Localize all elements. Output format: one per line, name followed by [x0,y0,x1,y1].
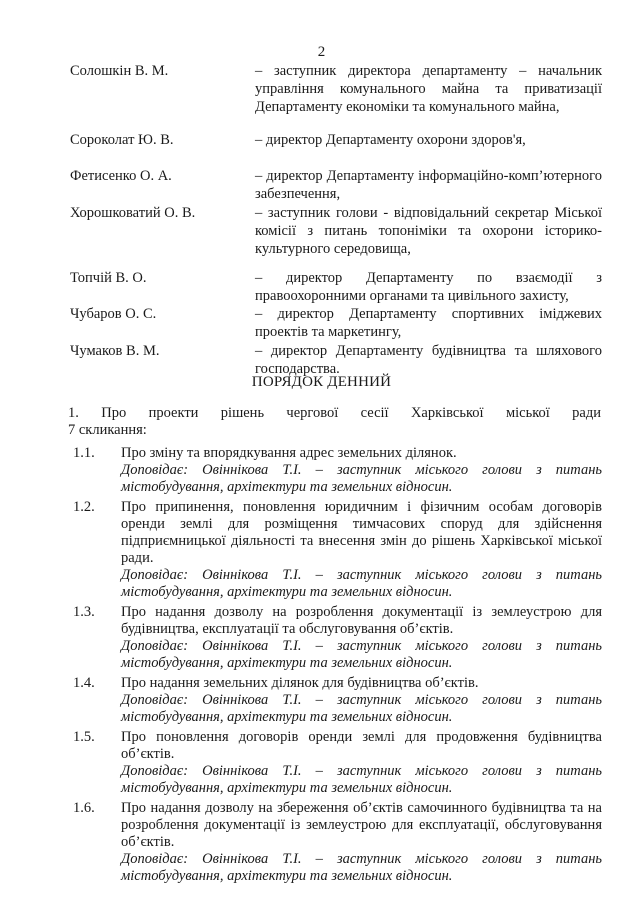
agenda-item [68,729,602,797]
member-name: Сороколат Ю. В. [70,132,174,148]
agenda-intro-line: 1. Про проекти рішень чергової сесії Харківської міської ради [68,405,601,421]
item-speaker: Доповідає: Овіннікова Т.І. – заступник міського голови з питань містобудування, архітектури та земельних відносин. [121,851,602,884]
agenda-intro-line: 7 скликання: [68,422,147,438]
item-text: Про надання земельних ділянок для будівництва об’єктів. [121,675,479,691]
item-text: Про надання дозволу на розроблення документації із землеустрою для будівництва, експлуатації та обслуговування об’єктів. [121,604,602,637]
member-entry [70,204,602,258]
member-role: – директор Департаменту інформаційно-комп’ютерного забезпечення, [255,168,602,202]
member-role: – директор Департаменту будівництва та шляхового господарства. [255,343,602,377]
item-text: Про припинення, поновлення юридичним і фізичним особам договорів оренди землі для розміщення тимчасових споруд для здійснення підприємницької діяльності та внесення змін до рішень Харківської міської ради. [121,499,602,566]
item-speaker: Доповідає: Овіннікова Т.І. – заступник міського голови з питань містобудування, архітектури та земельних відносин. [121,763,602,796]
agenda-item [68,800,602,885]
members-list [70,62,602,378]
agenda-intro [68,405,601,439]
member-name: Чубаров О. С. [70,306,157,322]
member-role: – заступник голови - відповідальний секретар Міської комісії з питань топоніміки та охорони історико-культурного середовища, [255,205,602,257]
agenda-items [68,445,602,885]
member-entry [70,167,602,203]
item-number: 1.1. [73,445,95,461]
member-entry [70,342,602,378]
member-entry [70,62,602,116]
member-role: – директор Департаменту охорони здоров'я, [255,132,526,148]
page-number: 2 [317,44,326,60]
item-speaker: Доповідає: Овіннікова Т.І. – заступник міського голови з питань містобудування, архітектури та земельних відносин. [121,638,602,671]
agenda-item [68,675,602,726]
member-entry [70,305,602,341]
member-name: Солошкін В. М. [70,63,169,79]
item-speaker: Доповідає: Овіннікова Т.І. – заступник міського голови з питань містобудування, архітектури та земельних відносин. [121,567,602,600]
agenda-title: ПОРЯДОК ДЕННИЙ [251,374,392,390]
member-name: Чумаков В. М. [70,343,160,359]
member-name: Топчій В. О. [70,270,147,286]
item-number: 1.2. [73,499,95,515]
member-role: – заступник директора департаменту – начальник управління комунального майна та приватизації Департаменту економіки та комунального майна, [255,63,602,115]
member-name: Фетисенко О. А. [70,168,172,184]
agenda-item [68,604,602,672]
item-text: Про поновлення договорів оренди землі для продовження будівництва об’єктів. [121,729,602,762]
agenda-item [68,445,602,496]
member-role: – директор Департаменту по взаємодії з правоохоронними органами та цивільного захисту, [255,270,602,304]
member-entry [70,131,602,149]
item-number: 1.6. [73,800,95,816]
member-role: – директор Департаменту спортивних іміджевих проектів та маркетингу, [255,306,602,340]
item-number: 1.4. [73,675,95,691]
item-speaker: Доповідає: Овіннікова Т.І. – заступник міського голови з питань містобудування, архітектури та земельних відносин. [121,692,602,725]
member-entry [70,269,602,305]
item-speaker: Доповідає: Овіннікова Т.І. – заступник міського голови з питань містобудування, архітектури та земельних відносин. [121,462,602,495]
item-number: 1.3. [73,604,95,620]
item-text: Про надання дозволу на збереження об’єктів самочинного будівництва та на розроблення документації із землеустрою для експлуатації, обслуговування об’єктів. [121,800,602,850]
item-number: 1.5. [73,729,95,745]
agenda-item [68,499,602,601]
item-text: Про зміну та впорядкування адрес земельних ділянок. [121,445,457,461]
member-name: Хорошковатий О. В. [70,205,196,221]
